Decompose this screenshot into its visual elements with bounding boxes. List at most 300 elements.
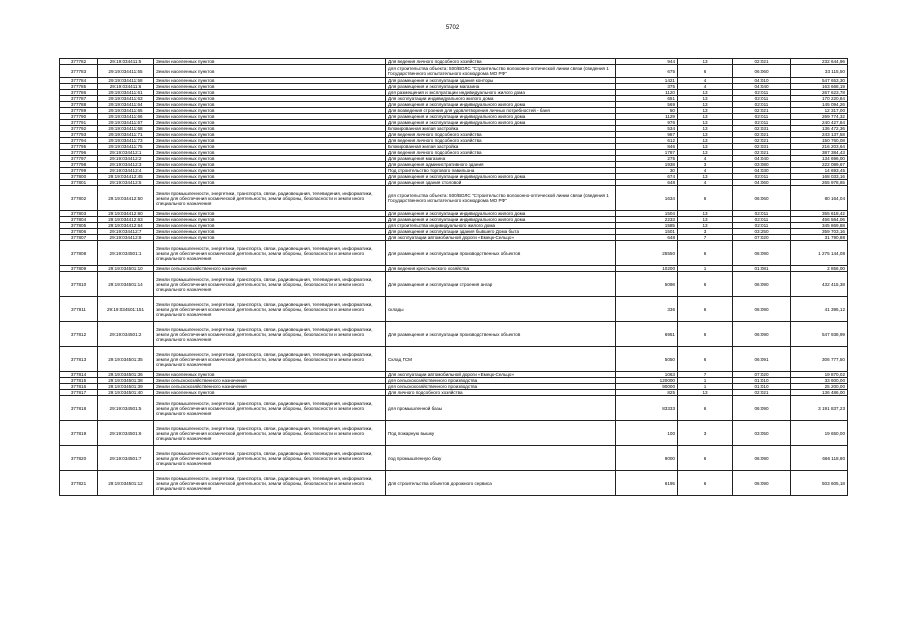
- area-value: 1421: [616, 78, 678, 84]
- row-number: 377812: [60, 322, 98, 347]
- table-row: [60, 297, 848, 322]
- group-number: 13: [678, 174, 733, 180]
- land-category: Земли промышленности, энергетики, транспорта, связи, радиовещания, телевидения, информатики, земли для обеспечения космической деятельности, земли обороны, безопасности и земли иного специального назначения: [154, 421, 386, 446]
- cadastral-value: 456 564,06: [791, 217, 848, 223]
- area-value: 976: [616, 120, 678, 126]
- area-value: 2233: [616, 217, 678, 223]
- cadastral-value: 267 623,78: [791, 90, 848, 96]
- use-code: 02:011: [733, 211, 791, 217]
- row-number: 377810: [60, 272, 98, 297]
- permitted-use: Для размещения и эксплуатации индивидуального жилого дома: [386, 211, 616, 217]
- land-category: Земли промышленности, энергетики, транспорта, связи, радиовещания, телевидения, информатики, земли для обеспечения космической деятельности, земли обороны, безопасности и земли иного специального назначения: [154, 186, 386, 211]
- group-number: 4: [678, 78, 733, 84]
- permitted-use: под промышленную базу: [386, 446, 616, 471]
- cadastral-value: 359 703,16: [791, 229, 848, 235]
- row-number: 377797: [60, 156, 98, 162]
- area-value: 5098: [616, 272, 678, 297]
- cadastral-number: 29:19:034411:73: [98, 138, 154, 144]
- row-number: 377807: [60, 235, 98, 241]
- group-number: 13: [678, 96, 733, 102]
- land-category: Земли населенных пунктов: [154, 59, 386, 65]
- permitted-use: Для размещения и эксплуатации индивидуального жилого дома: [386, 217, 616, 223]
- land-category: Земли промышленности, энергетики, транспорта, связи, радиовещания, телевидения, информатики, земли для обеспечения космической деятельности, земли обороны, безопасности и земли иного специального назначения: [154, 297, 386, 322]
- cadastral-number: 29:19:034411:66: [98, 114, 154, 120]
- cadastral-value: 150 760,08: [791, 138, 848, 144]
- row-number: 377794: [60, 138, 98, 144]
- area-value: 1501: [616, 229, 678, 235]
- cadastral-number: 29:19:034501:2: [98, 322, 154, 347]
- group-number: 6: [678, 65, 733, 78]
- area-value: 648: [616, 180, 678, 186]
- cadastral-value: 25 200,00: [791, 384, 848, 390]
- land-category: Земли населенных пунктов: [154, 223, 386, 229]
- table-row: [60, 65, 848, 78]
- cadastral-number: 29:19:034501:40: [98, 390, 154, 396]
- row-number: 377815: [60, 378, 98, 384]
- cadastral-number: 29:19:034412:4: [98, 168, 154, 174]
- cadastral-number: 29:19:034501:35: [98, 347, 154, 372]
- cadastral-number: 29:19:034501:7: [98, 446, 154, 471]
- use-code: 02:031: [733, 144, 791, 150]
- use-code: 06:090: [733, 446, 791, 471]
- use-code: 02:011: [733, 223, 791, 229]
- permitted-use: Под пожарную вышку: [386, 421, 616, 446]
- cadastral-value: 136 472,36: [791, 126, 848, 132]
- table-body: [60, 59, 848, 496]
- use-code: 02:021: [733, 390, 791, 396]
- area-value: 1585: [616, 223, 678, 229]
- area-value: 1129: [616, 114, 678, 120]
- group-number: 4: [678, 84, 733, 90]
- permitted-use: Для эксплуатации автомобильной дороги «Емецк-Сельцо»: [386, 235, 616, 241]
- area-value: 90000: [616, 384, 678, 390]
- land-category: Земли промышленности, энергетики, транспорта, связи, радиовещания, телевидения, информатики, земли для обеспечения космической деятельности, земли обороны, безопасности и земли иного специального назначения: [154, 241, 386, 266]
- area-value: 25550: [616, 241, 678, 266]
- cadastral-number: 29:19:034412:1: [98, 150, 154, 156]
- land-category: Земли населенных пунктов: [154, 132, 386, 138]
- group-number: 1: [678, 384, 733, 390]
- row-number: 377788: [60, 102, 98, 108]
- group-number: 6: [678, 396, 733, 421]
- area-value: 120000: [616, 378, 678, 384]
- permitted-use: для сельскохозяйственного производства: [386, 378, 616, 384]
- cadastral-number: 29:19:034412:5: [98, 180, 154, 186]
- land-category: Земли населенных пунктов: [154, 162, 386, 168]
- cadastral-number: 29:19:034412:60: [98, 211, 154, 217]
- row-number: 377786: [60, 90, 98, 96]
- table-row: [60, 186, 848, 211]
- use-code: 04:040: [733, 156, 791, 162]
- land-category: Земли населенных пунктов: [154, 96, 386, 102]
- row-number: 377783: [60, 65, 98, 78]
- cadastral-value: 387 384,43: [791, 150, 848, 156]
- row-number: 377784: [60, 78, 98, 84]
- cadastral-value: 355 618,42: [791, 211, 848, 217]
- cadastral-value: 80 164,04: [791, 186, 848, 211]
- row-number: 377799: [60, 168, 98, 174]
- cadastral-value: 547 938,99: [791, 322, 848, 347]
- cadastral-number: 29:19:034412:50: [98, 186, 154, 211]
- area-value: 1063: [616, 372, 678, 378]
- cadastral-value: 14 693,45: [791, 168, 848, 174]
- area-value: 375: [616, 84, 678, 90]
- cadastral-number: 29:19:034411:61: [98, 90, 154, 96]
- cadastral-value-table: [59, 58, 848, 496]
- area-value: 100: [616, 421, 678, 446]
- land-category: Земли промышленности, энергетики, транспорта, связи, радиовещания, телевидения, информатики, земли для обеспечения космической деятельности, земли обороны, безопасности и земли иного специального назначения: [154, 396, 386, 421]
- permitted-use: Для размещения административного здания: [386, 162, 616, 168]
- group-number: 1: [678, 266, 733, 272]
- use-code: 02:011: [733, 114, 791, 120]
- area-value: 612: [616, 138, 678, 144]
- land-category: Земли населенных пунктов: [154, 78, 386, 84]
- group-number: 6: [678, 297, 733, 322]
- cadastral-value: 41 395,12: [791, 297, 848, 322]
- use-code: 07:020: [733, 235, 791, 241]
- group-number: 6: [678, 322, 733, 347]
- use-code: 02:011: [733, 96, 791, 102]
- cadastral-number: 29:19:034411:67: [98, 120, 154, 126]
- permitted-use: Для личного подсобного хозяйства: [386, 390, 616, 396]
- group-number: 13: [678, 211, 733, 217]
- use-code: 02:021: [733, 132, 791, 138]
- table-row: [60, 241, 848, 266]
- permitted-use: Склад ГСМ: [386, 347, 616, 372]
- use-code: 03:250: [733, 229, 791, 235]
- permitted-use: Для размещения магазина: [386, 156, 616, 162]
- land-category: Земли населенных пунктов: [154, 150, 386, 156]
- permitted-use: Для ведения крестьянского хозяйства: [386, 266, 616, 272]
- cadastral-value: 170 220,84: [791, 96, 848, 102]
- land-category: Земли населенных пунктов: [154, 138, 386, 144]
- area-value: 83333: [616, 396, 678, 421]
- table-row: [60, 272, 848, 297]
- cadastral-value: 33 600,00: [791, 378, 848, 384]
- use-code: 06:091: [733, 347, 791, 372]
- group-number: 4: [678, 156, 733, 162]
- permitted-use: Для размещения и эксплуатации индивидуального жилого дома: [386, 174, 616, 180]
- area-value: 651: [616, 96, 678, 102]
- cadastral-number: 29:19:034501:38: [98, 378, 154, 384]
- row-number: 377808: [60, 241, 98, 266]
- row-number: 377789: [60, 108, 98, 114]
- area-value: 1634: [616, 186, 678, 211]
- cadastral-number: 29:19:034501:39: [98, 384, 154, 390]
- area-value: 944: [616, 59, 678, 65]
- cadastral-value: 2 856,00: [791, 266, 848, 272]
- cadastral-number: 29:19:034412:64: [98, 223, 154, 229]
- row-number: 377817: [60, 390, 98, 396]
- land-category: Земли населенных пунктов: [154, 120, 386, 126]
- cadastral-number: 29:19:034501:1: [98, 241, 154, 266]
- area-value: 1120: [616, 90, 678, 96]
- permitted-use: Для ведения личного подсобного хозяйства: [386, 59, 616, 65]
- cadastral-value: 168 033,16: [791, 174, 848, 180]
- row-number: 377814: [60, 372, 98, 378]
- row-number: 377793: [60, 132, 98, 138]
- cadastral-number: 29:19:034501:14: [98, 272, 154, 297]
- cadastral-value: 222 089,67: [791, 162, 848, 168]
- row-number: 377816: [60, 384, 98, 390]
- row-number: 377813: [60, 347, 98, 372]
- land-category: Земли населенных пунктов: [154, 144, 386, 150]
- cadastral-number: 29:19:034412:7: [98, 229, 154, 235]
- land-category: Земли населенных пунктов: [154, 174, 386, 180]
- use-code: 02:011: [733, 90, 791, 96]
- area-value: 674: [616, 174, 678, 180]
- land-category: Земли населенных пунктов: [154, 390, 386, 396]
- group-number: 13: [678, 120, 733, 126]
- permitted-use: Для размещения и эксплуатации здания бывшего Дома быта: [386, 229, 616, 235]
- land-category: Земли населенных пунктов: [154, 235, 386, 241]
- area-value: 6951: [616, 322, 678, 347]
- cadastral-number: 29:19:034411:63: [98, 96, 154, 102]
- land-category: Земли населенных пунктов: [154, 229, 386, 235]
- use-code: 06:090: [733, 241, 791, 266]
- group-number: 4: [678, 180, 733, 186]
- cadastral-number: 29:19:034411:6: [98, 84, 154, 90]
- cadastral-value: 1 275 144,08: [791, 241, 848, 266]
- use-code: 02:031: [733, 126, 791, 132]
- use-code: 03:080: [733, 162, 791, 168]
- permitted-use: Для строительства объектов дорожного сервиса: [386, 471, 616, 496]
- use-code: 01:010: [733, 378, 791, 384]
- cadastral-number: 29:19:034412:2: [98, 156, 154, 162]
- permitted-use: Для размещения здания столовой: [386, 180, 616, 186]
- use-code: 03:050: [733, 421, 791, 446]
- cadastral-number: 29:19:034501:10: [98, 266, 154, 272]
- group-number: 13: [678, 114, 733, 120]
- land-category: Земли населенных пунктов: [154, 156, 386, 162]
- cadastral-value: 345 869,88: [791, 223, 848, 229]
- table-row: [60, 322, 848, 347]
- use-code: 02:011: [733, 120, 791, 126]
- row-number: 377811: [60, 297, 98, 322]
- row-number: 377802: [60, 186, 98, 211]
- permitted-use: для сельскохозяйственного производства: [386, 384, 616, 390]
- group-number: 7: [678, 235, 733, 241]
- cadastral-number: 29:19:034501:36: [98, 372, 154, 378]
- use-code: 01:010: [733, 384, 791, 390]
- area-value: 846: [616, 144, 678, 150]
- cadastral-value: 666 118,80: [791, 446, 848, 471]
- group-number: 13: [678, 102, 733, 108]
- row-number: 377805: [60, 223, 98, 229]
- row-number: 377796: [60, 150, 98, 156]
- land-category: Земли населенных пунктов: [154, 168, 386, 174]
- use-code: 02:021: [733, 108, 791, 114]
- page-number: 5702: [445, 25, 460, 31]
- cadastral-value: 163 668,19: [791, 84, 848, 90]
- permitted-use: Под строительство торгового павильона: [386, 168, 616, 174]
- group-number: 13: [678, 90, 733, 96]
- row-number: 377795: [60, 144, 98, 150]
- row-number: 377787: [60, 96, 98, 102]
- group-number: 13: [678, 217, 733, 223]
- cadastral-number: 29:19:034412:8: [98, 235, 154, 241]
- row-number: 377806: [60, 229, 98, 235]
- cadastral-value: 33 115,50: [791, 65, 848, 78]
- land-category: Земли населенных пунктов: [154, 372, 386, 378]
- area-value: 534: [616, 126, 678, 132]
- area-value: 1938: [616, 162, 678, 168]
- permitted-use: Для возведения строения для удовлетворения личных потребностей - баня: [386, 108, 616, 114]
- cadastral-number: 29:19:034411:55: [98, 65, 154, 78]
- cadastral-number: 29:19:034411:71: [98, 132, 154, 138]
- cadastral-value: 269 774,32: [791, 114, 848, 120]
- table-row: [60, 421, 848, 446]
- table-row: [60, 446, 848, 471]
- cadastral-value: 31 790,88: [791, 235, 848, 241]
- cadastral-number: 29:19:034411:58: [98, 78, 154, 84]
- permitted-use: Блокированная жилая застройка: [386, 144, 616, 150]
- group-number: 13: [678, 108, 733, 114]
- group-number: 6: [678, 446, 733, 471]
- cadastral-number: 29:19:034501:151: [98, 297, 154, 322]
- area-value: 648: [616, 235, 678, 241]
- row-number: 377821: [60, 471, 98, 496]
- land-category: Земли населенных пунктов: [154, 126, 386, 132]
- area-value: 9000: [616, 446, 678, 471]
- row-number: 377791: [60, 120, 98, 126]
- group-number: 6: [678, 347, 733, 372]
- land-category: Земли населенных пунктов: [154, 114, 386, 120]
- row-number: 377798: [60, 162, 98, 168]
- group-number: 1: [678, 378, 733, 384]
- group-number: 3: [678, 229, 733, 235]
- row-number: 377809: [60, 266, 98, 272]
- row-number: 377801: [60, 180, 98, 186]
- cadastral-value: 134 696,00: [791, 156, 848, 162]
- cadastral-number: 29:19:034501:5: [98, 396, 154, 421]
- group-number: 13: [678, 390, 733, 396]
- group-number: 6: [678, 272, 733, 297]
- row-number: 377819: [60, 421, 98, 446]
- use-code: 06:060: [733, 186, 791, 211]
- area-value: 675: [616, 65, 678, 78]
- permitted-use: Для размещения и эксплуатации магазина: [386, 84, 616, 90]
- use-code: 06:060: [733, 65, 791, 78]
- land-category: Земли населенных пунктов: [154, 217, 386, 223]
- land-category: Земли сельскохозяйственного назначения: [154, 384, 386, 390]
- group-number: 13: [678, 138, 733, 144]
- area-value: 6195: [616, 471, 678, 496]
- group-number: 4: [678, 168, 733, 174]
- permitted-use: Для размещения и эксплуатации производственных объектов: [386, 322, 616, 347]
- cadastral-value: 136 486,00: [791, 390, 848, 396]
- cadastral-value: 19 650,00: [791, 421, 848, 446]
- use-code: 06:090: [733, 322, 791, 347]
- area-value: 30: [616, 168, 678, 174]
- table-row: [60, 396, 848, 421]
- cadastral-value: 243 137,58: [791, 132, 848, 138]
- group-number: 13: [678, 144, 733, 150]
- cadastral-value: 240 427,84: [791, 120, 848, 126]
- permitted-use: Для размещения и эксплуатации строения ангар: [386, 272, 616, 297]
- row-number: 377820: [60, 446, 98, 471]
- cadastral-number: 29:19:034501:12: [98, 471, 154, 496]
- use-code: 04:010: [733, 78, 791, 84]
- land-category: Земли промышленности, энергетики, транспорта, связи, радиовещания, телевидения, информатики, земли для обеспечения космической деятельности, земли обороны, безопасности и земли иного специального назначения: [154, 272, 386, 297]
- use-code: 02:021: [733, 138, 791, 144]
- table-row: [60, 471, 848, 496]
- use-code: 02:021: [733, 59, 791, 65]
- table-row: [60, 347, 848, 372]
- area-value: 5050: [616, 347, 678, 372]
- group-number: 6: [678, 186, 733, 211]
- land-category: Земли населенных пунктов: [154, 211, 386, 217]
- cadastral-value: 547 653,30: [791, 78, 848, 84]
- cadastral-number: 29:19:034411:68: [98, 126, 154, 132]
- cadastral-value: 432 415,38: [791, 272, 848, 297]
- permitted-use: склады: [386, 297, 616, 322]
- row-number: 377800: [60, 174, 98, 180]
- group-number: 3: [678, 162, 733, 168]
- use-code: 06:090: [733, 471, 791, 496]
- group-number: 3: [678, 421, 733, 446]
- cadastral-value: 145 094,26: [791, 102, 848, 108]
- land-category: Земли населенных пунктов: [154, 90, 386, 96]
- use-code: 04:060: [733, 180, 791, 186]
- cadastral-number: 29:19:034411:5: [98, 59, 154, 65]
- row-number: 377803: [60, 211, 98, 217]
- group-number: 13: [678, 59, 733, 65]
- group-number: 13: [678, 126, 733, 132]
- cadastral-value: 19 870,02: [791, 372, 848, 378]
- use-code: 04:040: [733, 84, 791, 90]
- permitted-use: для строительства объекта: 500/ВОЛС "Строительство волоконно-оптической линии связи (сведения 1 Государственного испытательного космодрома МО РФ": [386, 65, 616, 78]
- land-category: Земли промышленности, энергетики, транспорта, связи, радиовещания, телевидения, информатики, земли для обеспечения космической деятельности, земли обороны, безопасности и земли иного специального назначения: [154, 471, 386, 496]
- area-value: 825: [616, 390, 678, 396]
- row-number: 377782: [60, 59, 98, 65]
- permitted-use: Для эксплуатации индивидуального жилого дома: [386, 96, 616, 102]
- land-category: Земли сельскохозяйственного назначения: [154, 378, 386, 384]
- use-code: 02:011: [733, 174, 791, 180]
- cadastral-number: 29:19:034501:6: [98, 421, 154, 446]
- cadastral-value: 306 777,50: [791, 347, 848, 372]
- use-code: 06:090: [733, 396, 791, 421]
- group-number: 6: [678, 241, 733, 266]
- cadastral-value: 503 605,18: [791, 471, 848, 496]
- land-category: Земли промышленности, энергетики, транспорта, связи, радиовещания, телевидения, информатики, земли для обеспечения космической деятельности, земли обороны, безопасности и земли иного специального назначения: [154, 322, 386, 347]
- permitted-use: Для размещения и эксплуатации индивидуального жилого дома: [386, 102, 616, 108]
- area-value: 50: [616, 108, 678, 114]
- permitted-use: Блокированная жилая застройка: [386, 126, 616, 132]
- permitted-use: Для размещения и эксплуатации здания конторы: [386, 78, 616, 84]
- permitted-use: для строительства объекта: 500/ВОЛС "Строительство волоконно-оптической линии связи (сведения 1 Государственного испытательного космодрома МО РФ": [386, 186, 616, 211]
- area-value: 10200: [616, 266, 678, 272]
- permitted-use: для размещения и эксплуатации индивидуального жилого дома: [386, 90, 616, 96]
- permitted-use: Для ведения личного подсобного хозяйства: [386, 150, 616, 156]
- cadastral-number: 29:19:034411:64: [98, 102, 154, 108]
- area-value: 275: [616, 156, 678, 162]
- area-value: 336: [616, 297, 678, 322]
- area-value: 1787: [616, 150, 678, 156]
- land-category: Земли населенных пунктов: [154, 84, 386, 90]
- row-number: 377818: [60, 396, 98, 421]
- cadastral-number: 29:19:034411:65: [98, 108, 154, 114]
- area-value: 1504: [616, 211, 678, 217]
- cadastral-value: 3 191 837,23: [791, 396, 848, 421]
- row-number: 377790: [60, 114, 98, 120]
- permitted-use: Для размещения и эксплуатации индивидуального жилого дома: [386, 120, 616, 126]
- group-number: 6: [678, 471, 733, 496]
- cadastral-value: 216 203,64: [791, 144, 848, 150]
- use-code: 06:090: [733, 297, 791, 322]
- area-value: 987: [616, 132, 678, 138]
- use-code: 02:011: [733, 217, 791, 223]
- land-category: Земли населенных пунктов: [154, 180, 386, 186]
